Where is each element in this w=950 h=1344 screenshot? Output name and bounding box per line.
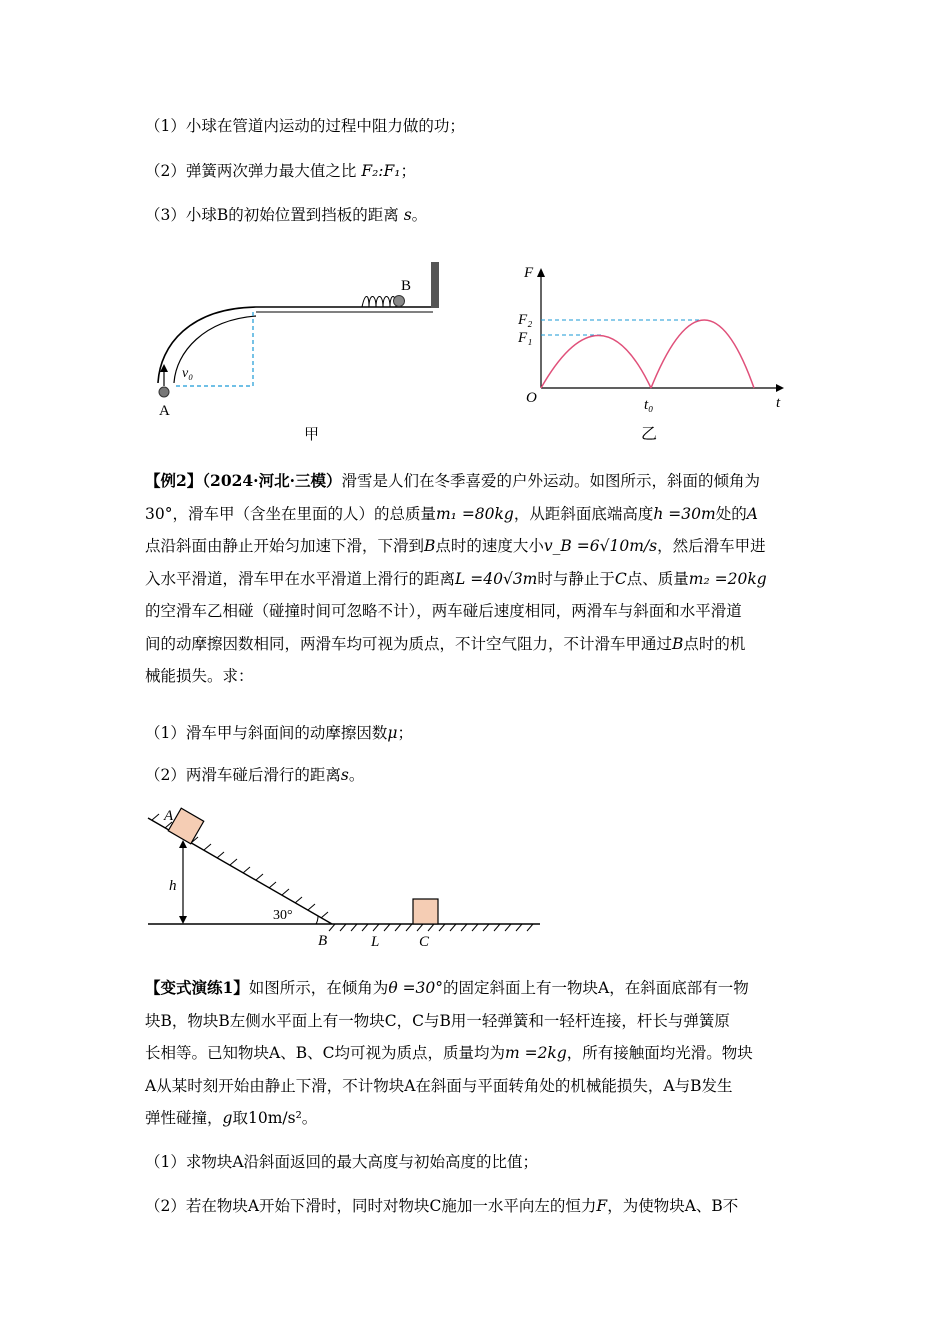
label-t0: t₀ bbox=[644, 397, 654, 413]
label-F: F bbox=[524, 265, 534, 281]
spring bbox=[362, 297, 396, 308]
figure-jia bbox=[140, 250, 450, 450]
ground-hatch bbox=[329, 924, 533, 931]
ball-B bbox=[394, 296, 405, 307]
F-axis-arrow bbox=[537, 268, 545, 277]
label-t: t bbox=[776, 395, 781, 411]
example-2-text: 【例2】（2024·河北·三模）滑雪是人们在冬季喜爱的户外运动。如图所示，斜面的倾角为 30°，滑车甲（含坐在里面的人）的总质量m₁ =80kg，从距斜面底端高度h =30m处的A 点沿斜面由静止开始匀加速下滑，下滑到B点时的速度大小v_B =6√10m/s，然后滑车甲进 入水平滑道，滑车甲在水平滑道上滑行的距离L =40√3m时与静止于C点、质量m₂ =20kg 的空滑车乙相碰（碰撞时间可忽略不计），两车碰后速度相同，两滑车与斜面和水平滑道 间的动摩擦因数相同，两滑车均可视为质点，不计空气阻力，不计滑车甲通过B点时的机 械能损失。求： bbox=[145, 471, 767, 685]
t-axis-arrow bbox=[776, 384, 784, 392]
variant-1-sub-2: （2）若在物块A开始下滑时，同时对物块C施加一水平向左的恒力F，为使物块A、B不 bbox=[145, 1197, 739, 1215]
label-angle: 30° bbox=[273, 908, 293, 923]
ball-A bbox=[159, 387, 169, 397]
label-A: A bbox=[159, 403, 170, 419]
baffle bbox=[431, 262, 439, 308]
height-arrow-bottom bbox=[179, 916, 187, 924]
label-B: B bbox=[401, 278, 412, 294]
example-2-sub-2: （2）两滑车碰后滑行的距离s。 bbox=[145, 766, 365, 784]
figure-incline bbox=[140, 800, 550, 955]
caption-jia: 甲 bbox=[304, 427, 320, 443]
q1-item-2: （2）弹簧两次弹力最大值之比 F₂:F₁； bbox=[145, 162, 416, 180]
label-L: L bbox=[371, 934, 380, 950]
block-A bbox=[168, 808, 204, 844]
q1-item-1: （1）小球在管道内运动的过程中阻力做的功； bbox=[145, 117, 465, 135]
curve-first-arch bbox=[541, 336, 651, 389]
variant-1-sub-1: （1）求物块A沿斜面返回的最大高度与初始高度的比值； bbox=[145, 1153, 539, 1171]
q1-item-3: （3）小球B的初始位置到挡板的距离 s。 bbox=[145, 206, 428, 224]
label-F2: F₂ bbox=[518, 312, 533, 328]
label-F1: F₁ bbox=[518, 330, 533, 346]
label-A: A bbox=[164, 808, 174, 824]
caption-yi: 乙 bbox=[641, 426, 658, 443]
variant-1-text: 【变式演练1】如图所示，在倾角为θ =30°的固定斜面上有一物块A，在斜面底部有一物 块B，物块B左侧水平面上有一物块C，C与B用一轻弹簧和一轻杆连接，杆长与弹簧原 长相等。已知物块A、B、C均可视为质点，质量均为m =2kg，所有接触面均光滑。物块 A从某时刻开始由静止下滑，不计物块A在斜面与平面转角处的机械能损失，A与B发生 弹性碰撞，g取10m/s²。 bbox=[145, 978, 753, 1127]
angle-arc bbox=[316, 916, 318, 924]
block-C bbox=[413, 899, 438, 924]
label-h: h bbox=[169, 878, 177, 894]
label-v0: v₀ bbox=[182, 366, 194, 381]
label-origin: O bbox=[526, 390, 537, 406]
example-2-sub-1: （1）滑车甲与斜面间的动摩擦因数μ； bbox=[145, 724, 413, 742]
label-B: B bbox=[318, 933, 328, 949]
figure-yi bbox=[510, 255, 800, 450]
label-C: C bbox=[419, 934, 430, 950]
curve-second-arch bbox=[651, 320, 754, 388]
